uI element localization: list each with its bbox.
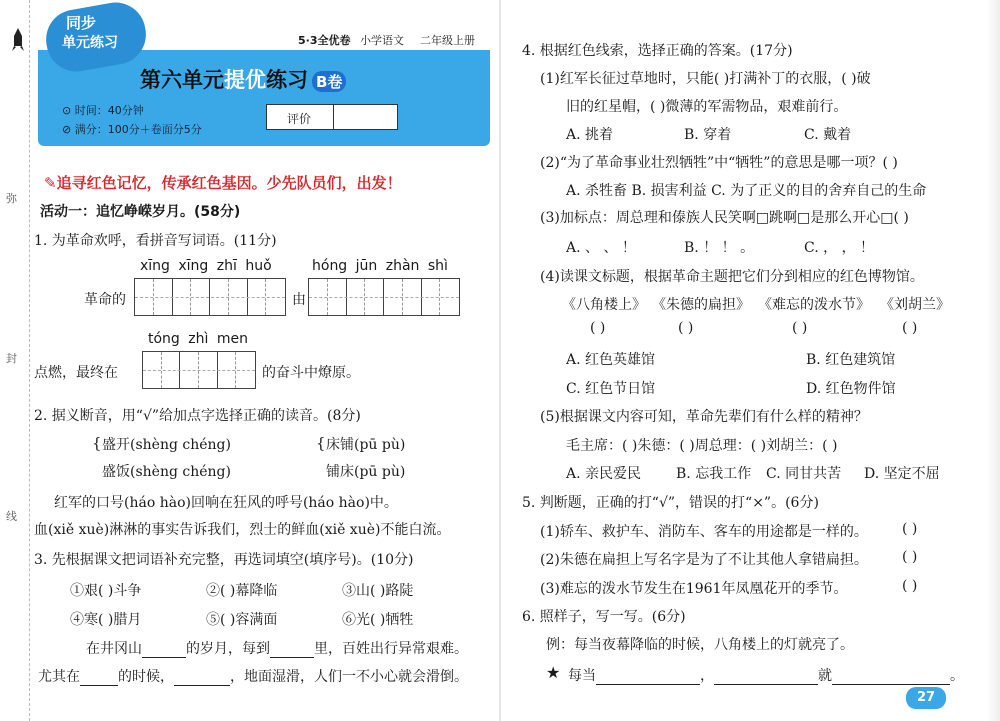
q1-answer-grid-b[interactable] (308, 278, 460, 316)
score-text: 满分：100分＋卷面分5分 (74, 123, 202, 136)
q4-4-option-c: C. 红色节日馆 (566, 381, 656, 397)
q3-item-2[interactable]: ②( )幕降临 (206, 583, 278, 599)
question-2-title: 2. 据义断音，用“√”给加点字选择正确的读音。(8分) (34, 408, 361, 424)
q2-a1[interactable]: 盛开(shèng chéng) (102, 437, 231, 453)
q3-blank-1[interactable] (142, 644, 186, 658)
q4-4-title-4: 《刘胡兰》 (880, 297, 950, 313)
page-edge (986, 0, 1000, 721)
q6-line: 每当 ， 就 。 (568, 668, 964, 684)
q4-3-question[interactable]: (3)加标点：周总理和傣族人民笑啊□跳啊□是那么开心□( ) (540, 210, 909, 226)
q6-prefix: 每当 (568, 668, 596, 684)
grade-name: 二年级上册 (420, 34, 475, 47)
title-highlight: 提优 (224, 68, 266, 92)
q1-pinyin-b: hóng jūn zhàn shì (312, 258, 448, 274)
book-name: 5·3全优卷 (298, 34, 351, 47)
margin-label-xian: 线 (6, 510, 17, 523)
title-prefix: 第六单元 (140, 68, 224, 92)
q3-s2-part-a: 尤其在 (38, 669, 80, 685)
q4-5-question: (5)根据课文内容可知，革命先辈们有什么样的精神？ (540, 409, 868, 425)
q3-item-6[interactable]: ⑥光( )牺牲 (342, 612, 414, 628)
q4-4-blank-1[interactable]: ( ) (590, 320, 606, 336)
q4-5-option-c: C. 同甘共苦 (766, 466, 842, 482)
q1-line2-suffix: 的奋斗中燎原。 (262, 365, 360, 381)
score-info (62, 121, 202, 137)
q5-blank-1[interactable]: ( ) (902, 521, 918, 537)
q1-prefix: 革命的 (84, 292, 126, 308)
badge-line2: 单元练习 (62, 35, 118, 51)
check-circle-icon: ⊘ (62, 123, 75, 136)
q4-1-option-a[interactable]: A. 挑着 (566, 127, 614, 143)
q4-4-blank-3[interactable]: ( ) (792, 320, 808, 336)
q4-4-title-3: 《难忘的泼水节》 (758, 297, 870, 313)
evaluation-box (266, 104, 398, 130)
q3-item-1[interactable]: ①艰( )斗争 (70, 583, 142, 599)
q3-s2-part-c: ，地面湿滑，人们一不小心就会滑倒。 (230, 669, 468, 685)
q3-item-3[interactable]: ③山( )路陡 (342, 583, 414, 599)
q5-blank-2[interactable]: ( ) (902, 549, 918, 565)
q3-s2-part-b: 的时候， (118, 669, 174, 685)
margin-label-feng: 封 (6, 352, 17, 365)
q4-5-option-a: A. 亲民爱民 (566, 466, 642, 482)
q6-example: 例：每当夜幕降临的时候，八角楼上的灯就亮了。 (546, 637, 854, 653)
q1-answer-grid-a[interactable] (134, 278, 286, 316)
q4-4-blank-4[interactable]: ( ) (902, 320, 918, 336)
q4-4-option-b: B. 红色建筑馆 (806, 352, 896, 368)
time-text: 时间：40分钟 (74, 104, 144, 117)
question-4-title: 4. 根据红色线索，选择正确的答案。(17分) (522, 43, 793, 59)
q3-blank-3[interactable] (80, 672, 118, 686)
q2-sentence-1[interactable]: 红军的口号(háo hào)回响在狂风的呼号(háo hào)中。 (54, 495, 398, 511)
q3-item-5[interactable]: ⑤( )容满面 (206, 612, 278, 628)
q2-sentence-2[interactable]: 血(xiě xuè)淋淋的事实告诉我们，烈士的鲜血(xiě xuè)不能白流。 (34, 522, 451, 538)
q1-pinyin-c: tóng zhì men (148, 331, 248, 347)
q4-1-option-b[interactable]: B. 穿着 (684, 127, 732, 143)
brace-left: { (92, 434, 102, 452)
variant-tag: B卷 (312, 71, 346, 92)
time-info (62, 102, 144, 118)
q4-4-question: (4)读课文标题，根据革命主题把它们分到相应的红色博物馆。 (540, 269, 924, 285)
q2-a2[interactable]: 盛饭(shèng chéng) (102, 464, 231, 480)
title-suffix: 练习 (266, 68, 308, 92)
q4-3-option-b[interactable]: B. ！ ！ 。 (684, 240, 755, 256)
q3-blank-4[interactable] (174, 672, 230, 686)
q3-blank-2[interactable] (270, 644, 314, 658)
q3-s1-part-b: 的岁月，每到 (186, 641, 270, 657)
rocket-icon (12, 28, 24, 52)
q1-mid: 由 (292, 292, 306, 308)
q4-2-options[interactable]: A. 杀牲畜 B. 损害利益 C. 为了正义的目的舍弃自己的生命 (566, 183, 927, 199)
q6-blank-2[interactable] (714, 671, 818, 685)
q5-blank-3[interactable]: ( ) (902, 578, 918, 594)
q4-4-option-a: A. 红色英雄馆 (566, 352, 656, 368)
question-6-title: 6. 照样子，写一写。(6分) (522, 609, 686, 625)
eval-divider (333, 105, 334, 129)
q4-4-title-2: 《朱德的扁担》 (652, 297, 750, 313)
slogan (44, 172, 402, 193)
q4-5-answer-line[interactable]: 毛主席：( )朱德：( )周总理：( )刘胡兰：( ) (566, 438, 838, 454)
eval-label: 评价 (287, 112, 312, 126)
q6-star-icon: ★ (546, 663, 561, 682)
activity-heading: 活动一：追忆峥嵘岁月。(58分) (40, 204, 241, 220)
q1-pinyin-a: xīng xīng zhī huǒ (140, 258, 272, 274)
q1-answer-grid-c[interactable] (142, 351, 256, 389)
q3-item-4[interactable]: ④寒( )腊月 (70, 612, 142, 628)
q3-s1-part-a: 在井冈山 (86, 641, 142, 657)
pen-icon: ✎ (44, 174, 57, 192)
question-3-title: 3. 先根据课文把词语补充完整，再选词填空(填序号)。(10分) (34, 552, 414, 568)
page-spine (499, 0, 501, 721)
q5-item-3: (3)难忘的泼水节发生在1961年凤凰花开的季节。 (540, 581, 848, 597)
q4-3-option-a[interactable]: A. 、 、 ！ (566, 240, 636, 256)
q4-5-option-b: B. 忘我工作 (676, 466, 752, 482)
q4-3-option-c[interactable]: C. ， ， ！ (804, 240, 875, 256)
q4-1-line-b[interactable]: 旧的红星帽，( )微薄的军需物品，艰难前行。 (566, 99, 848, 115)
q5-item-1: (1)轿车、救护车、消防车、客车的用途都是一样的。 (540, 524, 868, 540)
clock-icon: ⊙ (62, 104, 75, 117)
q3-sentence-1 (86, 638, 468, 658)
q1-line2-prefix: 点燃，最终在 (34, 365, 118, 381)
q6-blank-3[interactable] (832, 671, 950, 685)
q5-item-2: (2)朱德在扁担上写名字是为了不让其他人拿错扁担。 (540, 552, 868, 568)
q4-2-question[interactable]: (2)“为了革命事业壮烈牺牲”中“牺牲”的意思是哪一项？( ) (540, 155, 898, 171)
q3-sentence-2 (38, 666, 468, 686)
question-1-title: 1. 为革命欢呼，看拼音写词语。(11分) (34, 233, 277, 249)
page-number: 27 (906, 687, 946, 709)
q2-b1[interactable]: 床铺(pū pù) (326, 437, 406, 453)
q4-1-line-a[interactable]: (1)红军长征过草地时，只能( )打满补丁的衣服，( )破 (540, 71, 871, 87)
q4-4-option-d: D. 红色物件馆 (806, 381, 896, 397)
q4-4-title-1: 《八角楼上》 (562, 297, 646, 313)
margin-label-mi: 弥 (6, 192, 17, 205)
binding-margin (0, 0, 30, 721)
badge-line1: 同步 (66, 14, 97, 32)
q2-b2[interactable]: 铺床(pū pù) (326, 464, 406, 480)
q6-mid: 就 (818, 668, 832, 684)
q4-4-blank-2[interactable]: ( ) (678, 320, 694, 336)
page-title (140, 64, 346, 94)
brace-right: { (316, 434, 326, 452)
question-5-title: 5. 判断题，正确的打“√”，错误的打“×”。(6分) (522, 495, 819, 511)
q4-5-option-d: D. 坚定不屈 (864, 466, 940, 482)
subject-name: 小学语文 (360, 34, 404, 47)
q4-1-option-c[interactable]: C. 戴着 (804, 127, 852, 143)
q6-blank-1[interactable] (596, 671, 700, 685)
slogan-text: 追寻红色记忆，传承红色基因。少先队员们，出发！ (56, 174, 402, 192)
q3-s1-part-c: 里，百姓出行异常艰难。 (314, 641, 468, 657)
